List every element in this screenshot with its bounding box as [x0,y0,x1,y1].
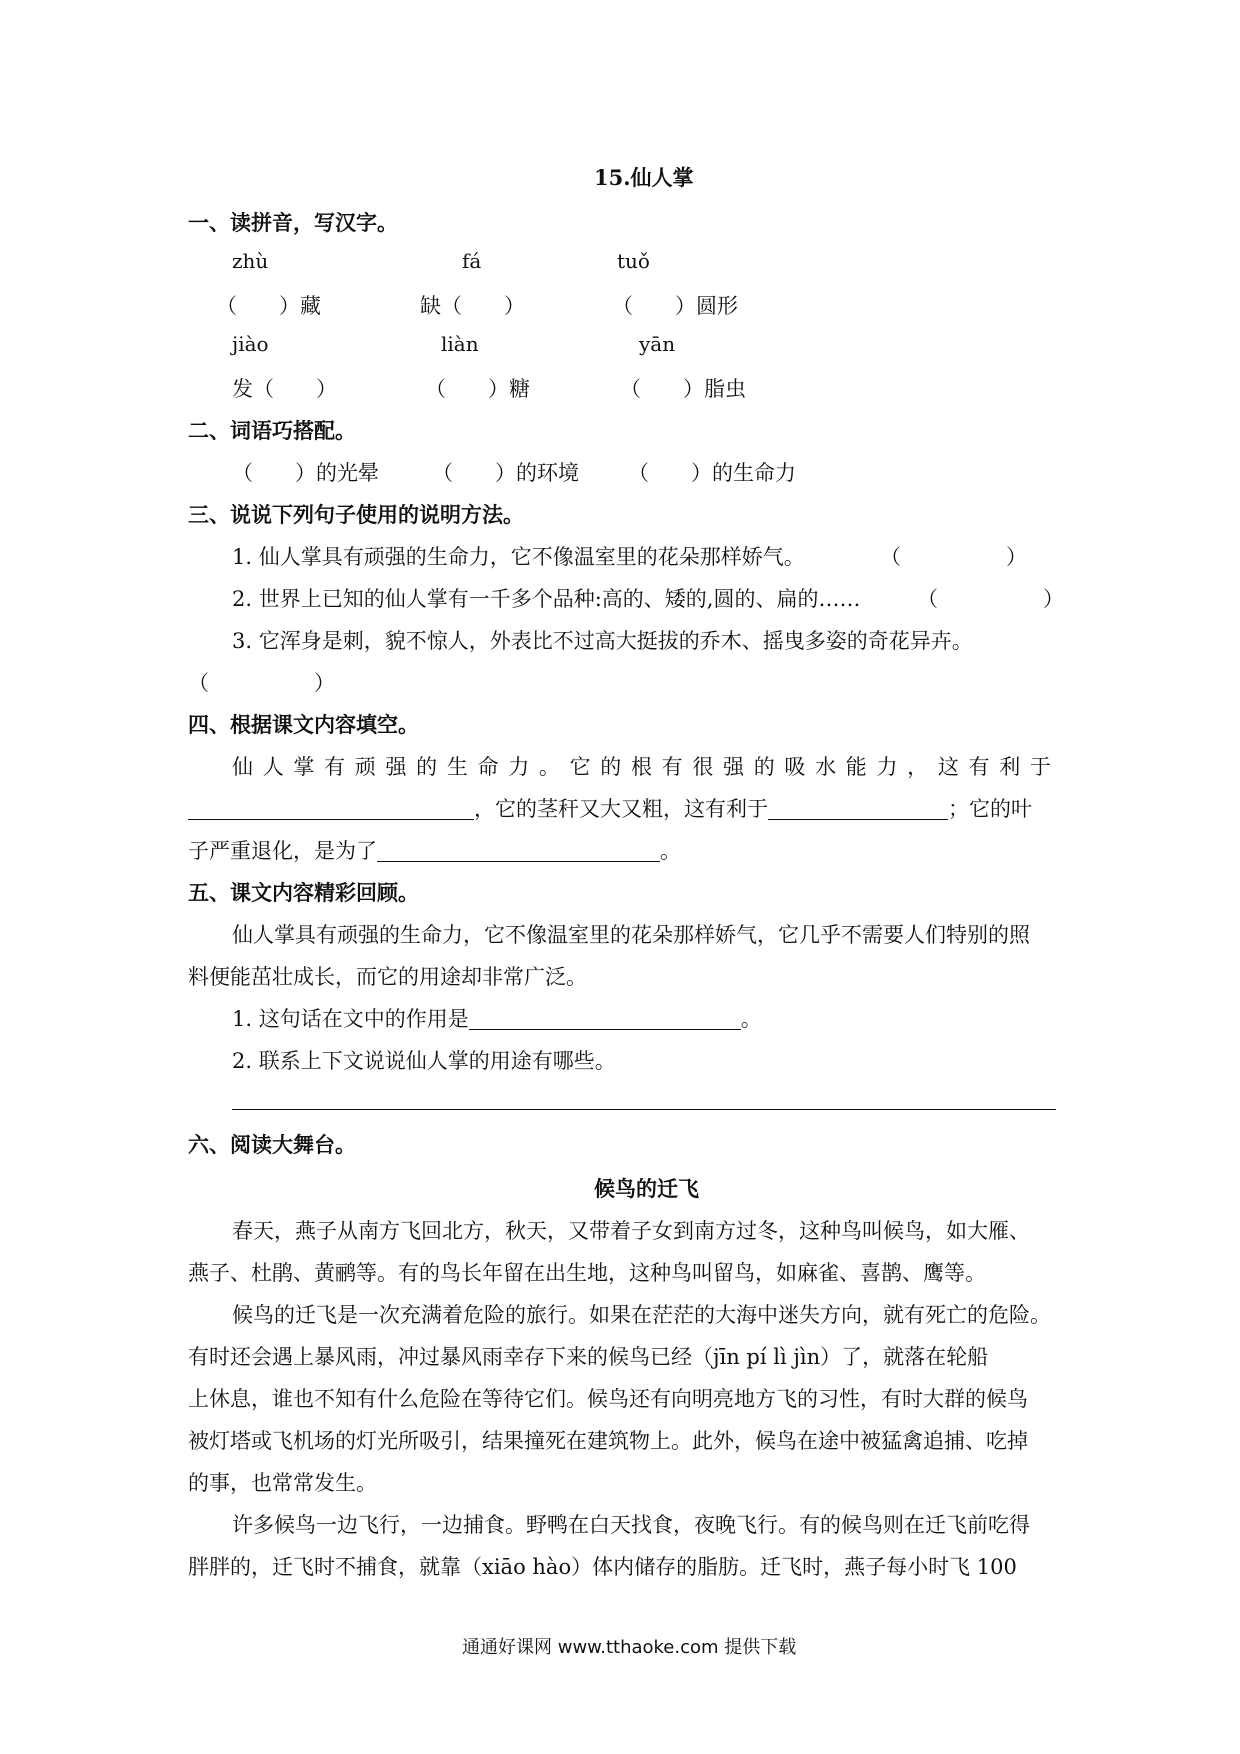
fill-line-1 [232,751,1056,781]
answer-blank[interactable]: （ ） [880,545,1027,569]
char: 仙 [232,755,258,779]
pinyin: yān [639,332,676,356]
fill-text: 子严重退化，是为了 [188,839,377,863]
section-4-heading: 四、根据课文内容填空。 [188,712,419,737]
char: 掌 [293,755,320,779]
char: 于 [1029,755,1056,779]
word-blank[interactable]: （ ）糖 [425,377,530,401]
section-2-heading: 二、词语巧搭配。 [188,418,356,443]
char: 有 [968,755,995,779]
fill-text: ，它的茎秆又大又粗，这有利于 [474,797,768,821]
pinyin: fá [462,249,482,273]
char: 强 [723,755,749,779]
char: 的 [753,755,780,779]
article-line: 春天，燕子从南方飞回北方，秋天，又带着子女到南方过冬，这种鸟叫候鸟，如大雁、 [232,1219,1030,1243]
article-line: 许多候鸟一边飞行，一边捕食。野鸭在白天找食，夜晚飞行。有的候鸟则在迁飞前吃得 [232,1513,1030,1537]
article-line: 上休息，谁也不知有什么危险在等待它们。候鸟还有向明亮地方飞的习性，有时大群的候鸟 [188,1387,1028,1411]
article-title: 候鸟的迁飞 [594,1176,699,1201]
char: 吸 [784,755,811,779]
fill-blank[interactable] [377,839,660,862]
review-paragraph-line: 料便能茁壮成长，而它的用途却非常广泛。 [188,965,587,989]
question-3: 3. 它浑身是刺，貌不惊人，外表比不过高大挺拔的乔木、摇曳多姿的奇花异卉。 [232,629,973,653]
word-blank[interactable]: 缺（ ） [420,294,525,318]
article-line: 被灯塔或飞机场的灯光所吸引，结果撞死在建筑物上。此外，候鸟在途中被猛禽追捕、吃掉 [188,1429,1028,1453]
char: ， [907,755,934,779]
word-blank[interactable]: （ ）脂虫 [620,377,746,401]
char: 有 [661,755,688,779]
section-5-heading: 五、课文内容精彩回顾。 [188,880,419,905]
section-1-heading: 一、读拼音，写汉字。 [188,210,398,235]
fill-text: ；它的叶 [948,797,1032,821]
review-question-1 [232,1003,762,1033]
pinyin: liàn [441,332,479,356]
review-question-2: 2. 联系上下文说说仙人掌的用途有哪些。 [232,1049,616,1073]
fill-line-2 [188,793,1032,823]
article-line: 有时还会遇上暴风雨，冲过暴风雨幸存下来的候鸟已经（jīn pí lì jìn）了，就落在轮船 [188,1345,989,1369]
word-blank[interactable]: （ ）藏 [216,294,321,318]
page-title: 15.仙人掌 [594,165,694,190]
article-line: 的事，也常常发生。 [188,1471,377,1495]
pinyin: jiào [232,332,269,356]
char: 力 [876,755,903,779]
char: 的 [416,755,443,779]
question-2: 2. 世界上已知的仙人掌有一千多个品种:高的、矮的,圆的、扁的…… [232,587,861,611]
answer-blank[interactable]: （ ） [188,671,335,695]
fill-blank[interactable] [188,797,474,820]
char: 能 [845,755,872,779]
question-1: 1. 仙人掌具有顽强的生命力，它不像温室里的花朵那样娇气。 [232,545,805,569]
pinyin: tuǒ [617,249,650,273]
word-blank[interactable]: （ ）圆形 [612,294,738,318]
char: 生 [446,755,473,779]
section-3-heading: 三、说说下列句子使用的说明方法。 [188,502,524,527]
char: 很 [692,755,719,779]
char: 顽 [354,755,381,779]
word-blank[interactable]: 发（ ） [232,377,337,401]
char: 力 [508,755,535,779]
match-item[interactable]: （ ）的生命力 [628,461,796,485]
question-text: 1. 这句话在文中的作用是 [232,1007,469,1031]
section-6-heading: 六、阅读大舞台。 [188,1132,356,1157]
answer-blank[interactable]: （ ） [917,587,1064,611]
match-item[interactable]: （ ）的光晕 [232,461,379,485]
char: 。 [538,755,565,779]
char: 利 [999,755,1026,779]
fill-blank[interactable] [768,797,948,820]
char: 命 [477,755,504,779]
char: 它 [569,755,596,779]
article-line: 胖胖的，迁飞时不捕食，就靠（xiāo hào）体内储存的脂肪。迁飞时，燕子每小时飞 100 [188,1555,1017,1579]
article-line: 燕子、杜鹃、黄鹂等。有的鸟长年留在出生地，这种鸟叫留鸟，如麻雀、喜鹊、鹰等。 [188,1261,986,1285]
match-item[interactable]: （ ）的环境 [432,461,579,485]
answer-blank[interactable] [469,1007,741,1030]
char: 水 [815,755,842,779]
question-end: 。 [740,1007,762,1031]
char: 的 [600,755,627,779]
footer-text: 通通好课网 www.tthaoke.com 提供下载 [462,1637,797,1658]
pinyin: zhù [232,249,269,273]
fill-line-3 [188,835,681,865]
article-line: 候鸟的迁飞是一次充满着危险的旅行。如果在茫茫的大海中迷失方向，就有死亡的危险。 [232,1303,1051,1327]
fill-text: 。 [660,839,681,863]
review-paragraph-line: 仙人掌具有顽强的生命力，它不像温室里的花朵那样娇气，它几乎不需要人们特别的照 [232,923,1030,947]
char: 这 [937,755,964,779]
char: 有 [324,755,351,779]
char: 强 [385,755,412,779]
char: 根 [630,755,657,779]
char: 人 [262,755,289,779]
answer-line[interactable] [232,1109,1056,1110]
